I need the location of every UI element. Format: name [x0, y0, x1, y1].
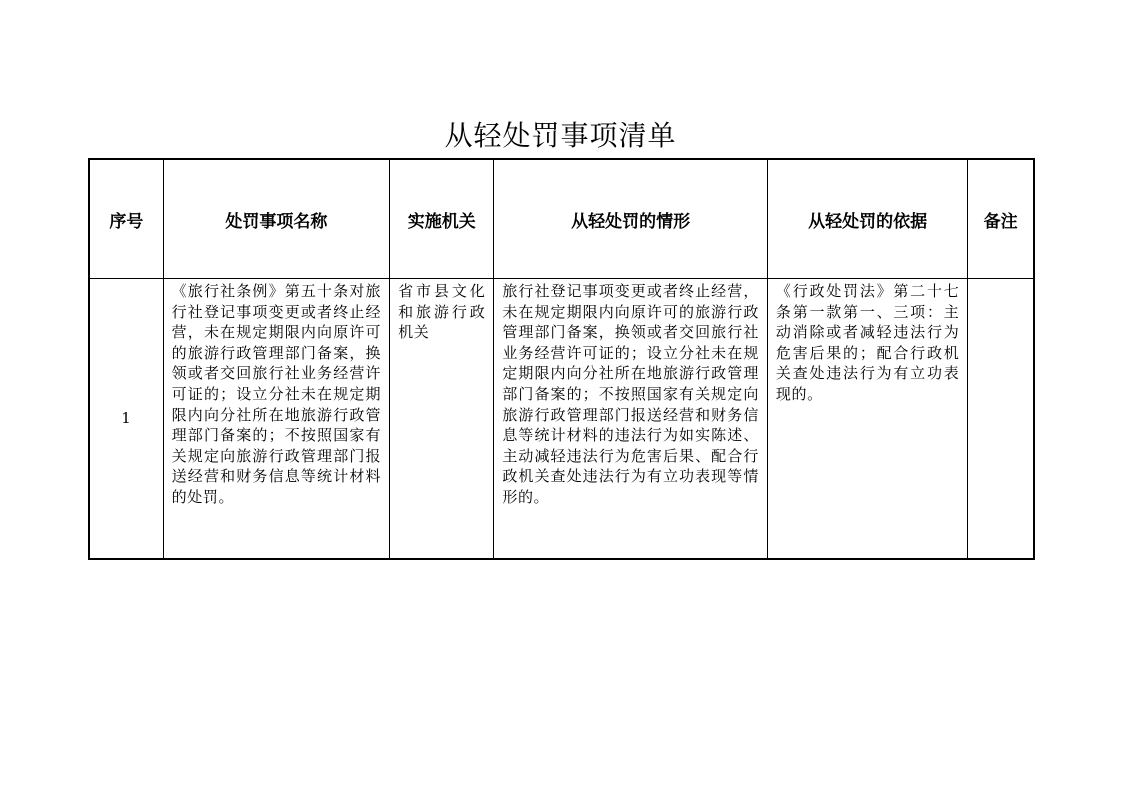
header-circumstances: 从轻处罚的情形 — [494, 159, 768, 279]
cell-index: 1 — [89, 279, 163, 560]
document-title: 从轻处罚事项清单 — [444, 119, 677, 152]
header-index: 序号 — [89, 159, 163, 279]
header-item-name: 处罚事项名称 — [163, 159, 389, 279]
table-row — [89, 279, 1034, 560]
penalty-items-table — [88, 158, 1035, 560]
cell-item-name: 《旅行社条例》第五十条对旅行社登记事项变更或者终止经营，未在规定期限内向原许可的旅游行政管理部门备案，换领或者交回旅行社业务经营许可证的；设立分社未在规定期限内向分社所在地旅游行政管理部门备案的；不按照国家有关规定向旅游行政管理部门报送经营和财务信息等统计材料的处罚。 — [163, 279, 389, 560]
header-basis: 从轻处罚的依据 — [767, 159, 967, 279]
header-authority: 实施机关 — [390, 159, 494, 279]
cell-circumstances: 旅行社登记事项变更或者终止经营，未在规定期限内向原许可的旅游行政管理部门备案，换领或者交回旅行社业务经营许可证的；设立分社未在规定期限内向分社所在地旅游行政管理部门备案的；不按照国家有关规定向旅游行政管理部门报送经营和财务信息等统计材料的违法行为如实陈述、主动减轻违法行为危害后果、配合行政机关查处违法行为有立功表现等情形的。 — [494, 279, 768, 560]
cell-basis: 《行政处罚法》第二十七条第一款第一、三项：主动消除或者减轻违法行为危害后果的；配合行政机关查处违法行为有立功表现的。 — [767, 279, 967, 560]
cell-remarks — [968, 279, 1034, 560]
cell-authority: 省市县文化和旅游行政机关 — [390, 279, 494, 560]
header-remarks: 备注 — [968, 159, 1034, 279]
table-header-row — [89, 159, 1034, 279]
